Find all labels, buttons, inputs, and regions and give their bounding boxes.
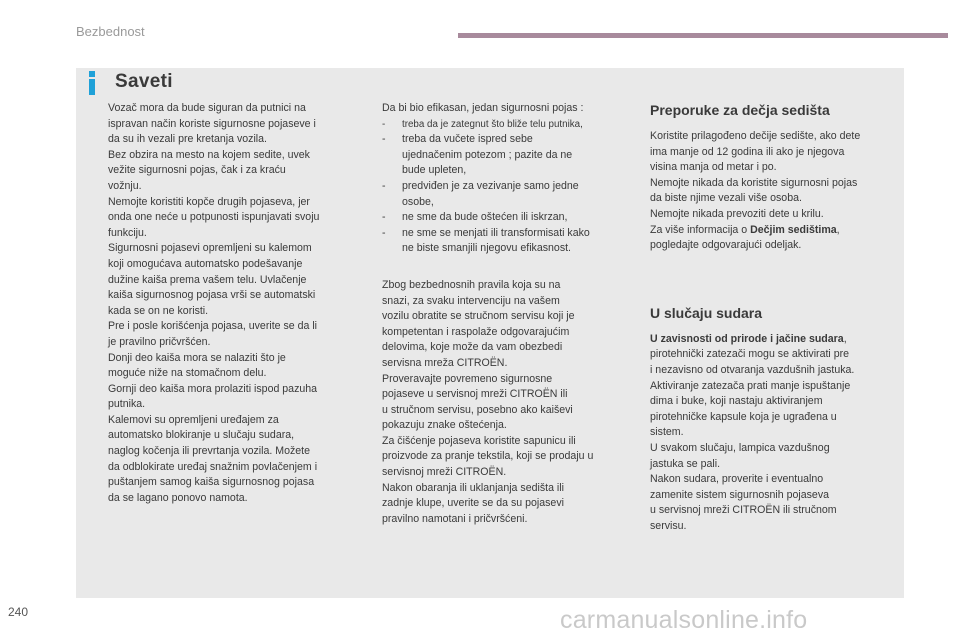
text-line: Sigurnosni pojasevi opremljeni su kalemom	[108, 242, 312, 255]
text-line: osobe,	[402, 195, 434, 208]
watermark: carmanualsonline.info	[560, 606, 808, 634]
collision-text	[650, 332, 900, 535]
dash-marker: -	[382, 118, 386, 130]
text-line: koji omogućava automatsko podešavanje	[108, 257, 303, 270]
text-line: pokazuju znake oštećenja.	[382, 419, 507, 432]
text-line: ispravan način koriste sigurnosne pojaseve i	[108, 117, 316, 130]
text-line: Donji deo kaiša mora se nalaziti što je	[108, 351, 286, 364]
dash-marker: -	[382, 179, 386, 192]
page-number: 240	[8, 605, 29, 619]
dash-marker: -	[382, 133, 386, 146]
text-line: automatsko blokiranje u slučaju sudara,	[108, 429, 295, 442]
text-line: Za čišćenje pojaseva koristite sapunicu ili	[382, 434, 576, 447]
text-line: zamenite sistem sigurnosnih pojaseva	[650, 488, 830, 501]
text-line: pogledajte odgovarajući odeljak.	[650, 239, 802, 252]
text-line: da biste njime vezali više osoba.	[650, 192, 802, 205]
belt-intro: Da bi bio efikasan, jedan sigurnosni pojas :	[382, 102, 584, 114]
text-line: Koristite prilagođeno dečije sedište, ako dete	[650, 130, 861, 142]
text-line: bude upleten,	[402, 164, 467, 177]
text-line: Nemojte nikada prevoziti dete u krilu.	[650, 207, 824, 220]
text-line: naglog kočenja ili prevrtanja vozila. Možete	[108, 445, 310, 458]
list-item	[382, 132, 632, 179]
text-line: servisnoj mreži CITROËN.	[382, 466, 507, 479]
text-line: dima i buke, koji nastaju aktiviranjem	[650, 395, 823, 408]
text-line: pravilno namotani i pričvršćeni.	[382, 512, 528, 525]
text-line: puštanjem samog kaiša sigurnosnog pojasa	[108, 476, 315, 489]
text-line: zadnje klupe, uverite se da su pojasevi	[382, 497, 564, 510]
text-line: proizvode za pranje tekstila, koji se prodaju u	[382, 450, 594, 463]
text-line: predviđen je za vezivanje samo jedne	[402, 179, 579, 192]
text-line: vožnju.	[108, 179, 142, 192]
text-line: da se lagano ponovo namota.	[108, 491, 248, 504]
text-line: ujednačenim potezom ; pazite da ne	[402, 148, 573, 161]
column-3	[650, 101, 900, 534]
list-item	[382, 226, 632, 257]
text-line: Za više informacija o	[650, 223, 751, 236]
text-line: dužine kaiša prema vašem telu. Uvlačenje	[108, 273, 307, 286]
text-line: Zbog bezbednosnih pravila koja su na	[382, 278, 561, 291]
text-line: da odblokirate uređaj snažnim povlačenjem i	[108, 460, 318, 473]
text-line: kompetentan i raspolaže odgovarajućim	[382, 325, 570, 338]
text-line: servisna mreža CITROËN.	[382, 356, 508, 369]
text-line: putnika.	[108, 398, 146, 411]
text-line: Nakon obaranja ili uklanjanja sedišta ili	[382, 481, 564, 494]
text-line: ne biste smanjili njegovu efikasnost.	[402, 242, 572, 255]
text-line: da su ih vezali pre kretanja vozila.	[108, 133, 267, 146]
list-item	[382, 117, 632, 133]
text-line: ne sme da bude oštećen ili iskrzan,	[402, 211, 568, 224]
dash-marker: -	[382, 211, 386, 224]
text-line: snazi, za svaku intervenciju na vašem	[382, 294, 560, 307]
text-line: visina manja od metar i po.	[650, 161, 777, 174]
header-bar	[458, 33, 948, 38]
info-icon	[84, 70, 100, 96]
text-line: ima manje od 12 godina ili ako je njegova	[650, 145, 845, 158]
text-line: treba da je zategnut što bliže telu putnika,	[402, 118, 583, 130]
text-line: treba da vučete ispred sebe	[402, 133, 533, 146]
text-line: pojaseve u servisnoj mreži CITROËN ili	[382, 388, 568, 401]
child-seats-text	[650, 129, 900, 254]
list-item	[382, 210, 632, 226]
text-line: kada se on ne koristi.	[108, 304, 209, 317]
text-line: kaiša sigurnosnog pojasa vrši se automatski	[108, 289, 316, 302]
text-line: moguće niže na stomačnom delu.	[108, 367, 267, 380]
text-line: u stručnom servisu, posebno ako kaiševi	[382, 403, 573, 416]
header-title: Bezbednost	[76, 24, 145, 39]
text-line: vežite sigurnosni pojas, čak i za kraću	[108, 164, 286, 177]
column-1-text	[108, 101, 358, 506]
text-line: Bez obzira na mesto na kojem sedite, uvek	[108, 148, 310, 161]
spacer	[382, 257, 632, 278]
text-line: onda one neće u potpunosti ispunjavati svoju	[108, 211, 320, 224]
text-line: i nezavisno od otvaranja vazdušnih jastuka.	[650, 363, 855, 376]
text-line: Aktiviranje zatezača prati manje ispuštanje	[650, 379, 851, 392]
list-item	[382, 179, 632, 210]
text-line: jastuka se pali.	[650, 457, 721, 470]
text-line: Vozač mora da bude siguran da putnici na	[108, 102, 306, 114]
text-line: U svakom slučaju, lampica vazdušnog	[650, 441, 830, 454]
text-line: pirotehnički zatezači mogu se aktivirati pre	[650, 348, 850, 361]
text-line: Nemojte koristiti kopče drugih pojaseva, jer	[108, 195, 310, 208]
dash-marker: -	[382, 226, 386, 239]
text-line: sistem.	[650, 426, 684, 439]
text-line: Nemojte nikada da koristite sigurnosni pojas	[650, 176, 858, 189]
text-line: Nakon sudara, proverite i eventualno	[650, 473, 824, 486]
section-title: Saveti	[115, 71, 173, 92]
column-2	[382, 101, 632, 527]
text-line: pirotehničke kapsule koja je ugrađena u	[650, 410, 837, 423]
text-line: Gornji deo kaiša mora prolaziti ispod pazuha	[108, 382, 318, 395]
collision-emphasis: U zavisnosti od prirode i jačine sudara	[650, 332, 844, 345]
punctuation: ,	[843, 332, 847, 345]
child-seats-reference: Dečjim sedištima	[750, 223, 837, 236]
text-line: vozilu obratite se stručnom servisu koji je	[382, 310, 575, 323]
text-line: servisu.	[650, 519, 687, 532]
text-line: je pravilno pričvršćen.	[108, 335, 211, 348]
text-line: Kalemovi su opremljeni uređajem za	[108, 413, 279, 426]
text-line: ne sme se menjati ili transformisati kako	[402, 226, 590, 239]
text-line: funkciju.	[108, 226, 147, 239]
child-seats-heading: Preporuke za dečja sedišta	[650, 102, 830, 118]
collision-heading: U slučaju sudara	[650, 304, 763, 321]
text-line: Pre i posle korišćenja pojasa, uverite se da li	[108, 320, 318, 333]
service-text	[382, 278, 632, 528]
belt-requirements-list	[382, 117, 632, 257]
text-line: delovima, koje može da vam obezbedi	[382, 341, 563, 354]
punctuation: ,	[836, 223, 840, 236]
text-line: u servisnoj mreži CITROËN ili stručnom	[650, 504, 837, 517]
column-1	[108, 101, 358, 506]
text-line: Proveravajte povremeno sigurnosne	[382, 372, 553, 385]
